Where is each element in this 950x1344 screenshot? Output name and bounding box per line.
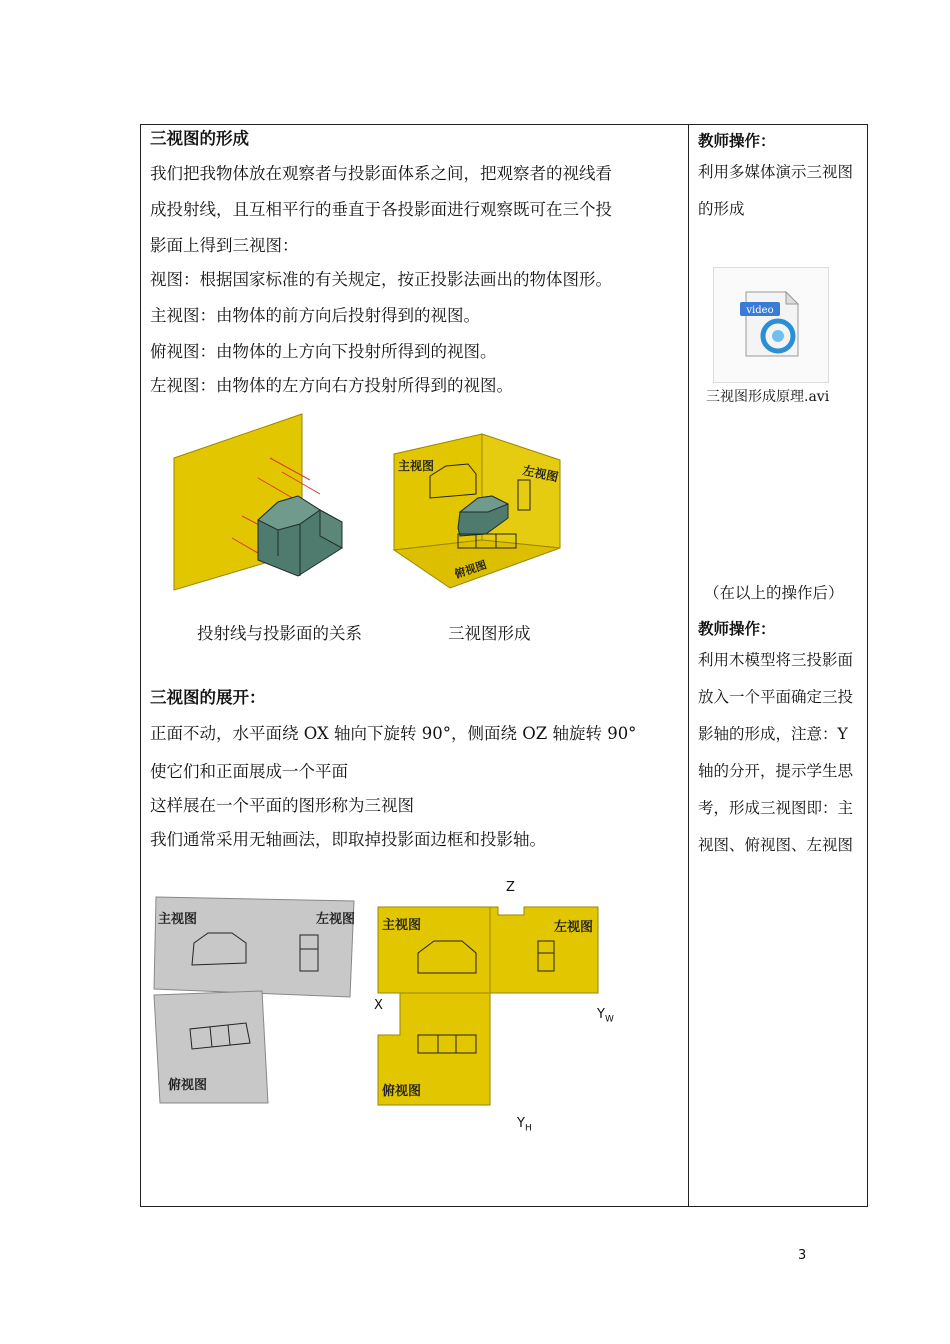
video-file-attachment[interactable] bbox=[713, 267, 829, 383]
paragraph-line: 正面不动，水平面绕 OX 轴向下旋转 90°，侧面绕 OZ 轴旋转 90° bbox=[150, 724, 637, 743]
paragraph-line: 成投射线，且互相平行的垂直于各投影面进行观察既可在三个投 bbox=[150, 200, 612, 219]
axis-yh-label: $Y_H$ bbox=[517, 1116, 532, 1134]
section-title-formation: 三视图的形成 bbox=[150, 129, 249, 148]
left-view-label: 左视图 bbox=[316, 912, 356, 927]
definition-view: 视图：根据国家标准的有关规定，按正投影法画出的物体图形。 bbox=[150, 270, 612, 289]
left-view-label: 左视图 bbox=[521, 463, 560, 485]
teacher-action-text: 利用木模型将三投影面放入一个平面确定三投影轴的形成，注意：Y 轴的分开，提示学生思考，形成三视图即：主视图、俯视图、左视图 bbox=[698, 651, 854, 854]
top-view-label: 俯视图 bbox=[452, 558, 489, 581]
page-number: 3 bbox=[798, 1248, 807, 1263]
caption-projection-relation: 投射线与投影面的关系 bbox=[197, 624, 362, 643]
front-view-label: 主视图 bbox=[158, 912, 198, 927]
teacher-heading: 教师操作： bbox=[698, 131, 776, 150]
paragraph-line: 我们通常采用无轴画法，即取掉投影面边框和投影轴。 bbox=[150, 830, 546, 849]
definition-front-view: 主视图：由物体的前方向后投射得到的视图。 bbox=[150, 306, 480, 325]
note-after-operation: （在以上的操作后） bbox=[704, 584, 844, 602]
projection-figure bbox=[170, 410, 360, 595]
paragraph-line: 这样展在一个平面的图形称为三视图 bbox=[150, 796, 414, 815]
column-divider bbox=[688, 124, 689, 1207]
axis-z-label: Z bbox=[506, 880, 515, 895]
teacher-heading: 教师操作： bbox=[698, 619, 776, 638]
definition-left-view: 左视图：由物体的左方向右方投射所得到的视图。 bbox=[150, 376, 513, 395]
front-view-label: 主视图 bbox=[382, 918, 422, 933]
paragraph-line: 使它们和正面展成一个平面 bbox=[150, 762, 348, 781]
three-plane-figure bbox=[390, 430, 570, 595]
axis-yw-label: $Y_W$ bbox=[597, 1007, 614, 1025]
section-title-unfold: 三视图的展开： bbox=[150, 688, 266, 707]
axis-x-label: X bbox=[374, 998, 383, 1013]
prism-solid bbox=[258, 496, 342, 576]
top-view-label: 俯视图 bbox=[382, 1084, 422, 1099]
paragraph-line: 影面上得到三视图： bbox=[150, 236, 299, 255]
video-tag: video bbox=[746, 305, 774, 316]
side-plane bbox=[482, 434, 560, 548]
unfolded-yellow-figure bbox=[376, 905, 601, 1110]
teacher-action-text: 利用多媒体演示三视图的形成 bbox=[698, 163, 854, 218]
paragraph-line: 我们把我物体放在观察者与投影面体系之间，把观察者的视线看 bbox=[150, 164, 612, 183]
front-view-label: 主视图 bbox=[398, 459, 435, 473]
video-file-icon bbox=[714, 268, 828, 382]
caption-three-view-formation: 三视图形成 bbox=[448, 624, 531, 643]
video-file-name[interactable]: 三视图形成原理.avi bbox=[706, 389, 830, 405]
left-view-label: 左视图 bbox=[554, 920, 594, 935]
top-view-label: 俯视图 bbox=[168, 1078, 208, 1093]
unfolded-gray-figure bbox=[150, 893, 360, 1108]
definition-top-view: 俯视图：由物体的上方向下投射所得到的视图。 bbox=[150, 342, 497, 361]
